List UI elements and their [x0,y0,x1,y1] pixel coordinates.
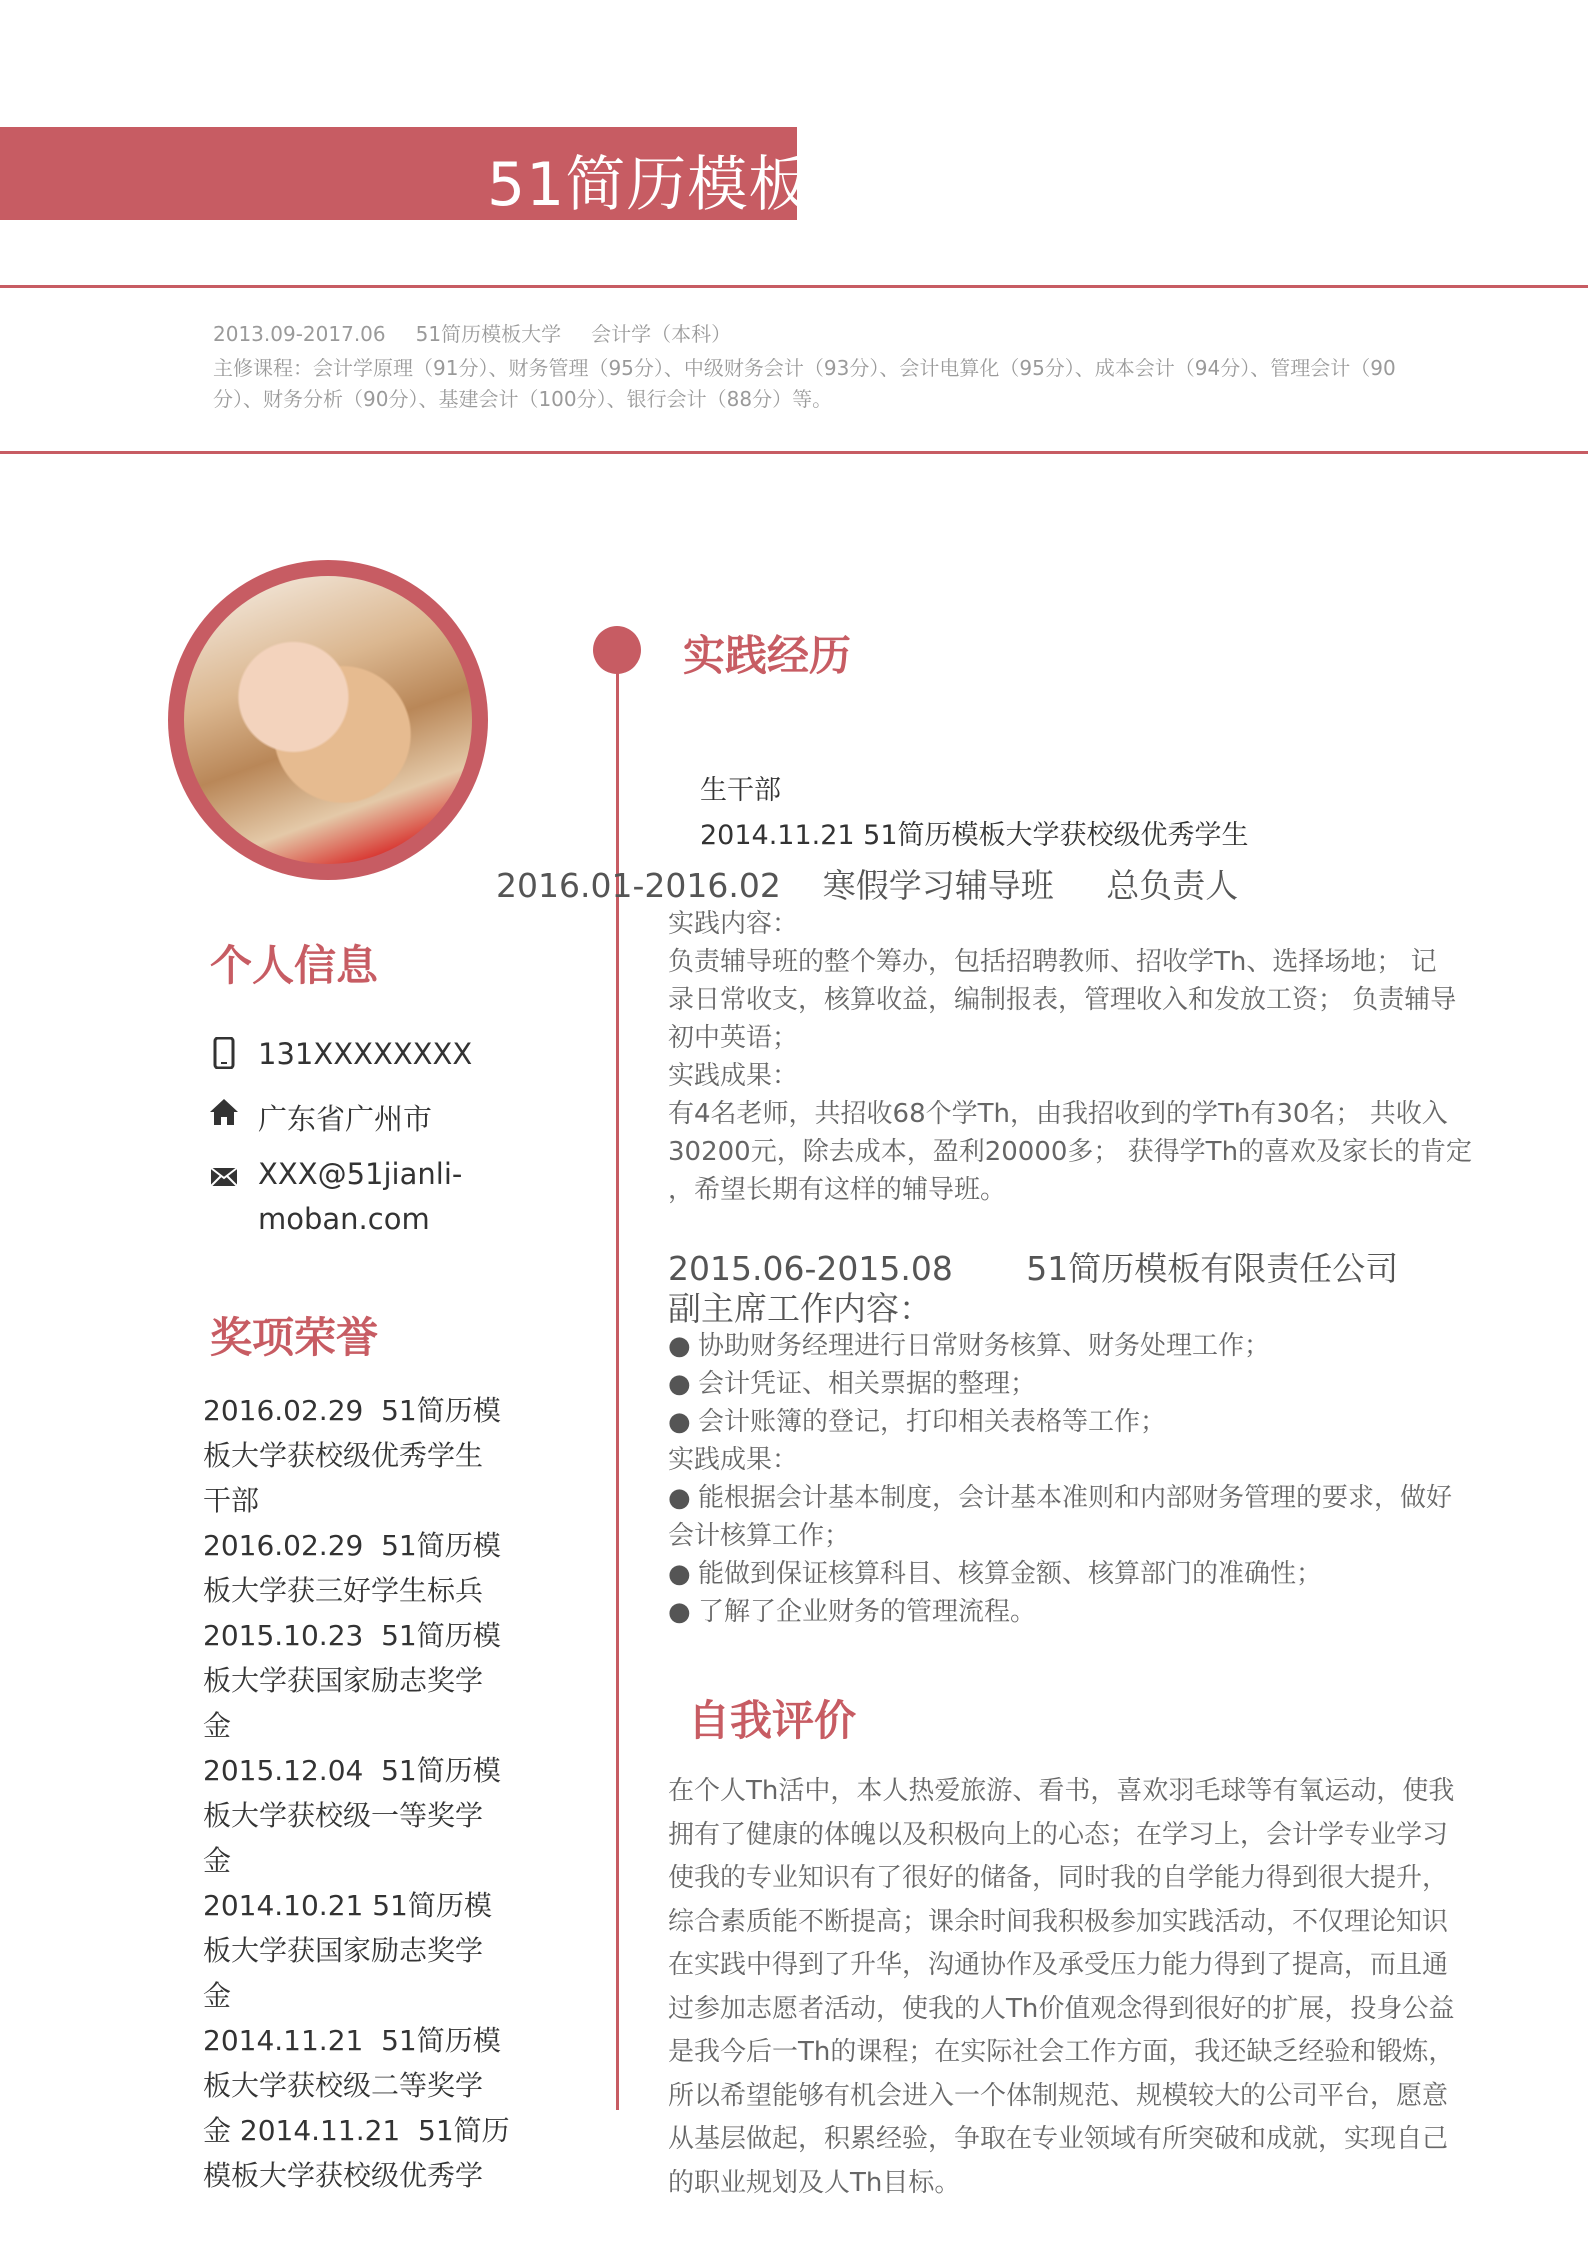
job2-bullet-item: ● 会计账簿的登记，打印相关表格等工作； [668,1403,1498,1441]
email-row [208,1157,462,1242]
practice-overflow-line1: 生干部 [700,775,781,806]
award-line: 板大学获校级一等奖学 [203,1799,484,1832]
award-line: 2014.10.21 51简历模 [203,1889,492,1922]
self-eval-line: 在个人Th活中，本人热爱旅游、看书，喜欢羽毛球等有氧运动，使我 [668,1776,1455,1806]
divider-bottom [0,451,1588,454]
bullet-icon: ● [668,1597,691,1627]
self-eval-line: 是我今后一Th的课程；在实际社会工作方面，我还缺乏经验和锻炼， [668,2037,1455,2067]
job1-content-line: 初中英语； [668,1023,799,1053]
award-line: 金 [203,1844,232,1877]
practice-title: 实践经历 [683,631,852,680]
self-eval-line: 综合素质能不断提高；课余时间我积极参加实践活动，不仅理论知识 [668,1906,1449,1937]
job1-result-line: 有4名老师，共招收68个学Th，由我招收到的学Th有30名； 共收入 [668,1099,1448,1129]
timeline-dot [593,626,641,674]
edu-period: 2013.09-2017.06 [213,322,386,346]
divider-top [0,285,1588,288]
job2-result-item: ● 了解了企业财务的管理流程。 [668,1593,1498,1631]
avatar-frame [168,560,488,880]
practice-overflow-line2: 2014.11.21 51简历模板大学获校级优秀学生 [700,820,1249,851]
award-line: 金 [203,1709,232,1742]
email-icon [208,1157,240,1187]
award-line: 2015.12.04 51简历模 [203,1754,501,1787]
self-eval-line: 在实践中得到了升华，沟通协作及承受压力能力得到了提高，而且通 [668,1950,1449,1980]
award-line: 2015.10.23 51简历模 [203,1619,501,1652]
self-eval-title: 自我评价 [688,1696,857,1745]
job2-header: 2015.06-2015.08 51简历模板有限责任公司 [668,1249,1399,1288]
job1-content-line: 负责辅导班的整个筹办，包括招聘教师、招收学Th、选择场地； 记 [668,947,1437,977]
bullet-icon: ● [668,1331,691,1361]
award-line: 金 2014.11.21 51简历 [203,2114,510,2147]
self-eval-line: 拥有了健康的体魄以及积极向上的心态；在学习上，会计学专业学习 [668,1819,1449,1850]
avatar-photo [184,576,472,864]
award-line: 模板大学获校级优秀学 [203,2159,484,2192]
award-line: 板大学获校级优秀学生 [203,1439,484,1472]
award-line: 2016.02.29 51简历模 [203,1394,501,1427]
edu-courses-line1: 主修课程：会计学原理（91分）、财务管理（95分）、中级财务会计（93分）、会计电算化（95分）、成本会计（94分）、管理会计（90 [213,356,1396,380]
job1-content-line: 录日常收支，核算收益，编制报表，管理收入和发放工资； 负责辅导 [668,985,1457,1015]
self-eval-line: 的职业规划及人Th目标。 [668,2167,961,2198]
award-line: 板大学获校级二等奖学 [203,2069,484,2102]
job1-content-label: 实践内容： [668,909,799,939]
bullet-icon: ● [668,1369,691,1399]
job2-result-item: ● 能做到保证核算科目、核算金额、核算部门的准确性； [668,1555,1498,1593]
self-eval-line: 过参加志愿者活动，使我的人Th价值观念得到很好的扩展，投身公益 [668,1993,1455,2024]
email-text-line2: moban.com [258,1202,430,1236]
resume-title: 51简历模板 [487,150,810,220]
job2-sub: 副主席工作内容： [668,1289,932,1328]
self-eval-text [668,1770,1498,2205]
bullet-icon: ● [668,1407,691,1437]
award-line: 板大学获国家励志奖学 [203,1934,484,1967]
job1-result-line: 30200元，除去成本，盈利20000多； 获得学Th的喜欢及家长的肯定 [668,1137,1473,1167]
awards-list [203,1388,510,2198]
education-summary [213,318,1443,351]
job1-result-label: 实践成果： [668,1061,799,1091]
edu-courses-line2: 分）、财务分析（90分）、基建会计（100分）、银行会计（88分）等。 [213,387,833,411]
job1-block [668,905,1498,1209]
award-line: 2014.11.21 51简历模 [203,2024,501,2057]
award-line: 板大学获三好学生标兵 [203,1574,484,1607]
email-text-line1: XXX@51jianli- [258,1157,463,1191]
self-eval-line: 使我的专业知识有了很好的储备，同时我的自学能力得到很大提升， [668,1863,1449,1893]
job2-result-cont: 会计核算工作； [668,1521,851,1551]
home-icon [208,1097,240,1127]
address-row [208,1097,432,1138]
bullet-icon: ● [668,1559,691,1589]
edu-school: 51简历模板大学 [415,322,562,346]
award-line: 金 [203,1979,232,2012]
award-line: 干部 [203,1484,260,1517]
phone-text: 131XXXXXXXX [258,1037,473,1071]
self-eval-line: 从基层做起，积累经验，争取在专业领域有所突破和成就，实现自己 [668,2124,1449,2154]
job2-block [668,1327,1498,1631]
self-eval-line: 所以希望能够有机会进入一个体制规范、规模较大的公司平台，愿意 [668,2080,1449,2111]
job1-result-line: ，希望长期有这样的辅导班。 [668,1175,1007,1205]
job1-header: 2016.01-2016.02 寒假学习辅导班 总负责人 [496,866,1239,905]
job2-bullet-item: ● 会计凭证、相关票据的整理； [668,1365,1498,1403]
edu-major: 会计学（本科） [591,322,732,346]
awards-title: 奖项荣誉 [210,1313,379,1362]
address-text: 广东省广州市 [258,1102,433,1136]
personal-info-title: 个人信息 [210,941,379,990]
phone-icon [208,1037,240,1069]
job2-result-label: 实践成果： [668,1445,799,1475]
job2-result-item: ● 能根据会计基本制度，会计基本准则和内部财务管理的要求，做好 [668,1479,1498,1517]
job2-bullet-item: ● 协助财务经理进行日常财务核算、财务处理工作； [668,1327,1498,1365]
award-line: 板大学获国家励志奖学 [203,1664,484,1697]
award-line: 2016.02.29 51简历模 [203,1529,501,1562]
bullet-icon: ● [668,1483,691,1513]
phone-row [208,1037,472,1071]
